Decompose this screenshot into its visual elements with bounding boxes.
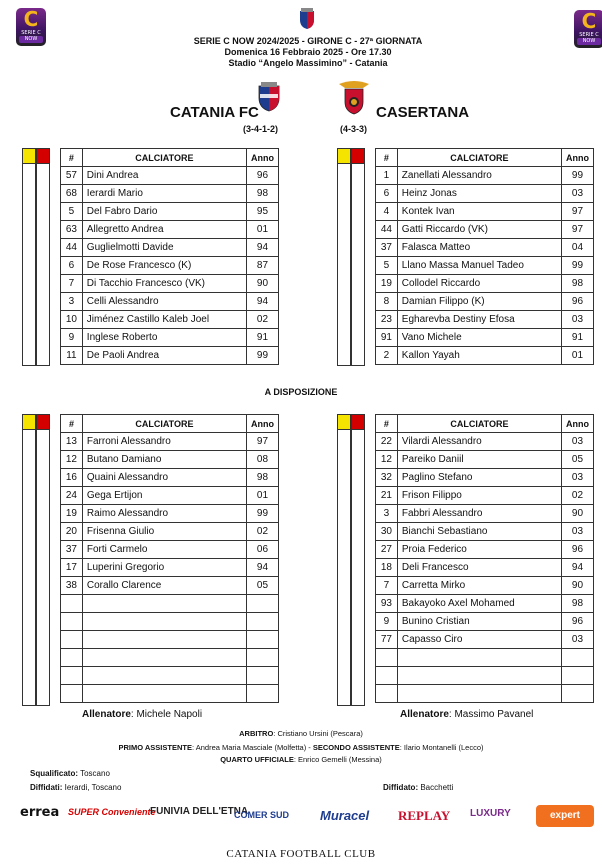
player-name [397,667,561,685]
player-number: 7 [376,577,398,595]
sponsor-funivia: FUNIVIA DELL'ETNA [150,806,249,817]
player-year: 91 [246,329,278,347]
yellow-card-icon [22,148,36,164]
player-row [376,275,594,293]
home-cards-subs [22,414,50,706]
player-name: Llano Massa Manuel Tadeo [397,257,561,275]
player-name: Allegretto Andrea [82,221,246,239]
player-name: Forti Carmelo [82,541,246,559]
player-name: Guglielmotti Davide [82,239,246,257]
player-number [61,631,83,649]
player-year: 03 [561,311,593,329]
referee-line: ARBITRO: Cristiano Ursini (Pescara) [239,729,363,738]
player-name: Deli Francesco [397,559,561,577]
player-name: Celli Alessandro [82,293,246,311]
player-row [61,239,279,257]
red-card-icon [351,148,365,164]
player-row [376,595,594,613]
player-year [246,631,278,649]
player-name: Butano Damiano [82,451,246,469]
player-year [561,685,593,703]
player-row [61,541,279,559]
player-row [61,347,279,365]
player-row [61,487,279,505]
player-name: Kontek Ivan [397,203,561,221]
yellow-card-icon [22,414,36,430]
player-year [246,613,278,631]
player-name: Vilardi Alessandro [397,433,561,451]
yellow-card-icon [337,148,351,164]
player-year: 04 [561,239,593,257]
player-row [61,221,279,239]
player-row [61,469,279,487]
player-number: 18 [376,559,398,577]
player-year: 96 [561,613,593,631]
player-number: 24 [61,487,83,505]
player-name: Inglese Roberto [82,329,246,347]
player-name: Vano Michele [397,329,561,347]
player-year: 02 [246,523,278,541]
player-row [376,631,594,649]
home-coach: Allenatore: Michele Napoli [82,709,203,720]
player-number: 93 [376,595,398,613]
player-row [376,347,594,365]
player-year: 91 [561,329,593,347]
player-name: Bianchi Sebastiano [397,523,561,541]
player-name: Luperini Gregorio [82,559,246,577]
player-year: 99 [561,257,593,275]
warned-home-line: Diffidati: Ierardi, Toscano [30,783,122,792]
player-name: Fabbri Alessandro [397,505,561,523]
player-name [82,685,246,703]
player-year: 94 [561,559,593,577]
player-name: Gatti Riccardo (VK) [397,221,561,239]
player-name: Del Fabro Dario [82,203,246,221]
player-number: 37 [61,541,83,559]
player-year: 94 [246,239,278,257]
player-name: Raimo Alessandro [82,505,246,523]
player-name: Paglino Stefano [397,469,561,487]
player-number: 57 [61,167,83,185]
player-number: 30 [376,523,398,541]
player-row [61,433,279,451]
player-number: 6 [61,257,83,275]
player-number: 5 [376,257,398,275]
player-row [376,469,594,487]
player-year: 98 [246,185,278,203]
player-year: 96 [246,167,278,185]
player-name [82,649,246,667]
player-number: 16 [61,469,83,487]
player-row [61,203,279,221]
player-number: 32 [376,469,398,487]
home-cards-starters [22,148,50,366]
player-number: 91 [376,329,398,347]
player-name: Zanellati Alessandro [397,167,561,185]
player-row [376,167,594,185]
player-year: 03 [561,631,593,649]
player-number [61,685,83,703]
player-row [61,275,279,293]
player-number: 3 [376,505,398,523]
player-name [82,631,246,649]
player-year: 02 [561,487,593,505]
player-name: Jiménez Castillo Kaleb Joel [82,311,246,329]
player-year: 99 [561,167,593,185]
player-name: Dini Andrea [82,167,246,185]
player-name [82,667,246,685]
sponsor-super-conveniente: SUPER Conveniente [68,807,156,817]
player-name: De Paoli Andrea [82,347,246,365]
home-subs-table: # CALCIATORE Anno 13 Farroni Alessandro 97 12 Butano Damiano 08 16 Quaini Alessandro 98 24 Gega Ertijon 01 19 Raimo Alessandro 99 20 Frisenna Giulio 02 37 Forti Carmelo 06 17 Luperini Gregorio 94 38 Corallo Clarence 05 [60,414,279,703]
player-year: 02 [246,311,278,329]
player-row [376,523,594,541]
player-name: Bakayoko Axel Mohamed [397,595,561,613]
player-year: 87 [246,257,278,275]
player-year: 90 [561,577,593,595]
player-row [376,185,594,203]
player-row [376,451,594,469]
player-row [376,257,594,275]
away-starters-table: # CALCIATORE Anno 1 Zanellati Alessandro 99 6 Heinz Jonas 03 4 Kontek Ivan 97 44 Gatti Riccardo (VK) 97 37 Falasca Matteo 04 5 Llano Massa Manuel Tadeo 99 19 Collodel Riccardo 98 8 Damian Filippo (K) 96 23 Egharevba Destiny Efosa 03 91 Vano Michele 91 2 Kallon Yayah 01 [375,148,594,365]
sponsor-expert: expert [536,805,594,827]
competition-line: SERIE C NOW 2024/2025 - GIRONE C - 27ª GIORNATA [193,36,423,46]
serie-c-now-logo-right: C SERIE C NOW [574,10,602,48]
player-row [61,631,279,649]
player-number [376,667,398,685]
home-starters-table: # CALCIATORE Anno 57 Dini Andrea 96 68 Ierardi Mario 98 5 Del Fabro Dario 95 63 Allegretto Andrea 01 44 Guglielmotti Davide 94 6 De Rose Francesco (K) 87 7 Di Tacchio Francesco (VK) 90 3 Celli Alessandro 94 10 Jiménez Castillo Kaleb Joel 02 9 Inglese Roberto 91 11 De Paoli Andrea 99 [60,148,279,365]
player-name: Corallo Clarence [82,577,246,595]
away-formation: (4-3-3) [340,124,368,134]
player-number: 20 [61,523,83,541]
away-subs-table: # CALCIATORE Anno 22 Vilardi Alessandro 03 12 Pareiko Daniil 05 32 Paglino Stefano 03 21 Frison Filippo 02 3 Fabbri Alessandro 90 30 Bianchi Sebastiano 03 27 Proia Federico 96 18 Deli Francesco 94 7 Carretta Mirko 90 93 Bakayoko Axel Mohamed 98 9 Bunino Cristian 96 77 Capasso Ciro 03 [375,414,594,703]
away-team-name: CASERTANA [376,104,470,121]
player-year: 06 [246,541,278,559]
player-year: 97 [246,433,278,451]
player-year: 05 [246,577,278,595]
player-name: Egharevba Destiny Efosa [397,311,561,329]
player-year: 08 [246,451,278,469]
player-number: 21 [376,487,398,505]
sponsor-comer-sud: COMER SUD [234,810,290,820]
player-row [376,311,594,329]
player-number: 22 [376,433,398,451]
player-row [61,685,279,703]
away-cards-subs [337,414,365,706]
player-number: 19 [61,505,83,523]
player-name: De Rose Francesco (K) [82,257,246,275]
player-year: 01 [246,487,278,505]
player-name: Ierardi Mario [82,185,246,203]
player-row [376,577,594,595]
player-name: Collodel Riccardo [397,275,561,293]
sponsor-errea: errea [20,805,60,820]
red-card-icon [36,148,50,164]
player-number: 11 [61,347,83,365]
player-year: 97 [561,203,593,221]
assistants-line: PRIMO ASSISTENTE: Andrea Maria Masciale (Molfetta) - SECONDO ASSISTENTE: Ilario Montanelli (Lecco) [118,743,484,752]
away-coach: Allenatore: Massimo Pavanel [400,709,534,720]
player-row [376,667,594,685]
player-row [61,613,279,631]
sponsor-luxury: LUXURY [470,808,511,819]
player-number [61,613,83,631]
player-row [61,577,279,595]
player-name [82,595,246,613]
player-row [376,221,594,239]
player-row [61,451,279,469]
player-year: 95 [246,203,278,221]
home-formation: (3-4-1-2) [243,124,279,134]
player-name: Heinz Jonas [397,185,561,203]
player-year: 01 [561,347,593,365]
sponsor-replay: REPLAY [398,808,451,823]
player-number: 17 [61,559,83,577]
red-card-icon [36,414,50,430]
player-row [376,649,594,667]
player-year [561,667,593,685]
player-row [376,505,594,523]
player-row [61,523,279,541]
player-name [397,649,561,667]
player-number: 7 [61,275,83,293]
player-year [246,595,278,613]
player-year: 99 [246,505,278,523]
player-row [61,311,279,329]
player-name: Gega Ertijon [82,487,246,505]
player-year: 94 [246,559,278,577]
player-number: 23 [376,311,398,329]
player-name: Damian Filippo (K) [397,293,561,311]
player-year: 97 [561,221,593,239]
player-year: 94 [246,293,278,311]
player-year: 90 [246,275,278,293]
stadium-line: Stadio “Angelo Massimino” - Catania [228,58,388,68]
player-number: 19 [376,275,398,293]
player-row [376,559,594,577]
sponsor-muracel: Muracel [320,808,370,823]
player-year [561,649,593,667]
player-number: 38 [61,577,83,595]
player-name: Frisenna Giulio [82,523,246,541]
player-row [376,329,594,347]
player-year: 90 [561,505,593,523]
player-number: 5 [61,203,83,221]
player-row [61,649,279,667]
player-name: Frison Filippo [397,487,561,505]
player-year [246,667,278,685]
player-number [376,649,398,667]
fourth-official-line: QUARTO UFFICIALE: Enrico Gemelli (Messina) [220,755,382,764]
away-cards-starters [337,148,365,366]
player-row [376,613,594,631]
player-year: 03 [561,433,593,451]
player-row [376,203,594,221]
player-number: 13 [61,433,83,451]
player-row [61,667,279,685]
player-name: Bunino Cristian [397,613,561,631]
player-number: 6 [376,185,398,203]
casertana-crest [337,78,371,121]
player-row [376,487,594,505]
player-number: 12 [61,451,83,469]
player-year: 96 [561,541,593,559]
player-row [61,185,279,203]
player-row [61,595,279,613]
footer-club-name: CATANIA FOOTBALL CLUB [226,848,376,860]
player-row [61,257,279,275]
player-row [376,239,594,257]
player-year: 96 [561,293,593,311]
player-name: Proia Federico [397,541,561,559]
player-year: 05 [561,451,593,469]
player-number: 37 [376,239,398,257]
player-name [397,685,561,703]
player-year: 03 [561,523,593,541]
suspended-line: Squalificato: Toscano [30,769,110,778]
player-number [376,685,398,703]
player-number: 4 [376,203,398,221]
player-number [61,667,83,685]
player-year: 99 [246,347,278,365]
warned-away-line: Diffidato: Bacchetti [383,783,454,792]
player-number: 3 [61,293,83,311]
player-row [61,293,279,311]
red-card-icon [351,414,365,430]
player-name: Quaini Alessandro [82,469,246,487]
home-team-name: CATANIA FC [170,104,259,121]
player-name: Carretta Mirko [397,577,561,595]
player-number: 1 [376,167,398,185]
date-line: Domenica 16 Febbraio 2025 - Ore 17.30 [224,47,392,57]
serie-c-now-logo-left: C SERIE C NOW [16,8,46,46]
yellow-card-icon [337,414,351,430]
player-year [246,685,278,703]
player-row [61,329,279,347]
player-row [376,293,594,311]
catania-crest-top [299,8,315,30]
player-name: Capasso Ciro [397,631,561,649]
player-number: 10 [61,311,83,329]
player-number: 9 [376,613,398,631]
player-number [61,595,83,613]
player-year: 98 [561,595,593,613]
player-row [61,559,279,577]
player-number: 68 [61,185,83,203]
player-row [61,505,279,523]
player-row [376,433,594,451]
player-year: 01 [246,221,278,239]
player-name: Farroni Alessandro [82,433,246,451]
player-number: 27 [376,541,398,559]
player-number: 44 [61,239,83,257]
player-name [82,613,246,631]
catania-crest [258,82,280,117]
player-number: 44 [376,221,398,239]
player-year: 03 [561,469,593,487]
bench-title: A DISPOSIZIONE [264,387,338,397]
player-year: 98 [561,275,593,293]
player-number: 77 [376,631,398,649]
player-name: Di Tacchio Francesco (VK) [82,275,246,293]
player-year: 03 [561,185,593,203]
player-row [61,167,279,185]
player-number [61,649,83,667]
player-name: Pareiko Daniil [397,451,561,469]
player-year [246,649,278,667]
player-number: 2 [376,347,398,365]
player-number: 9 [61,329,83,347]
match-header [150,36,466,69]
player-number: 12 [376,451,398,469]
player-row [376,685,594,703]
player-year: 98 [246,469,278,487]
player-number: 8 [376,293,398,311]
player-row [376,541,594,559]
player-name: Falasca Matteo [397,239,561,257]
player-name: Kallon Yayah [397,347,561,365]
player-number: 63 [61,221,83,239]
